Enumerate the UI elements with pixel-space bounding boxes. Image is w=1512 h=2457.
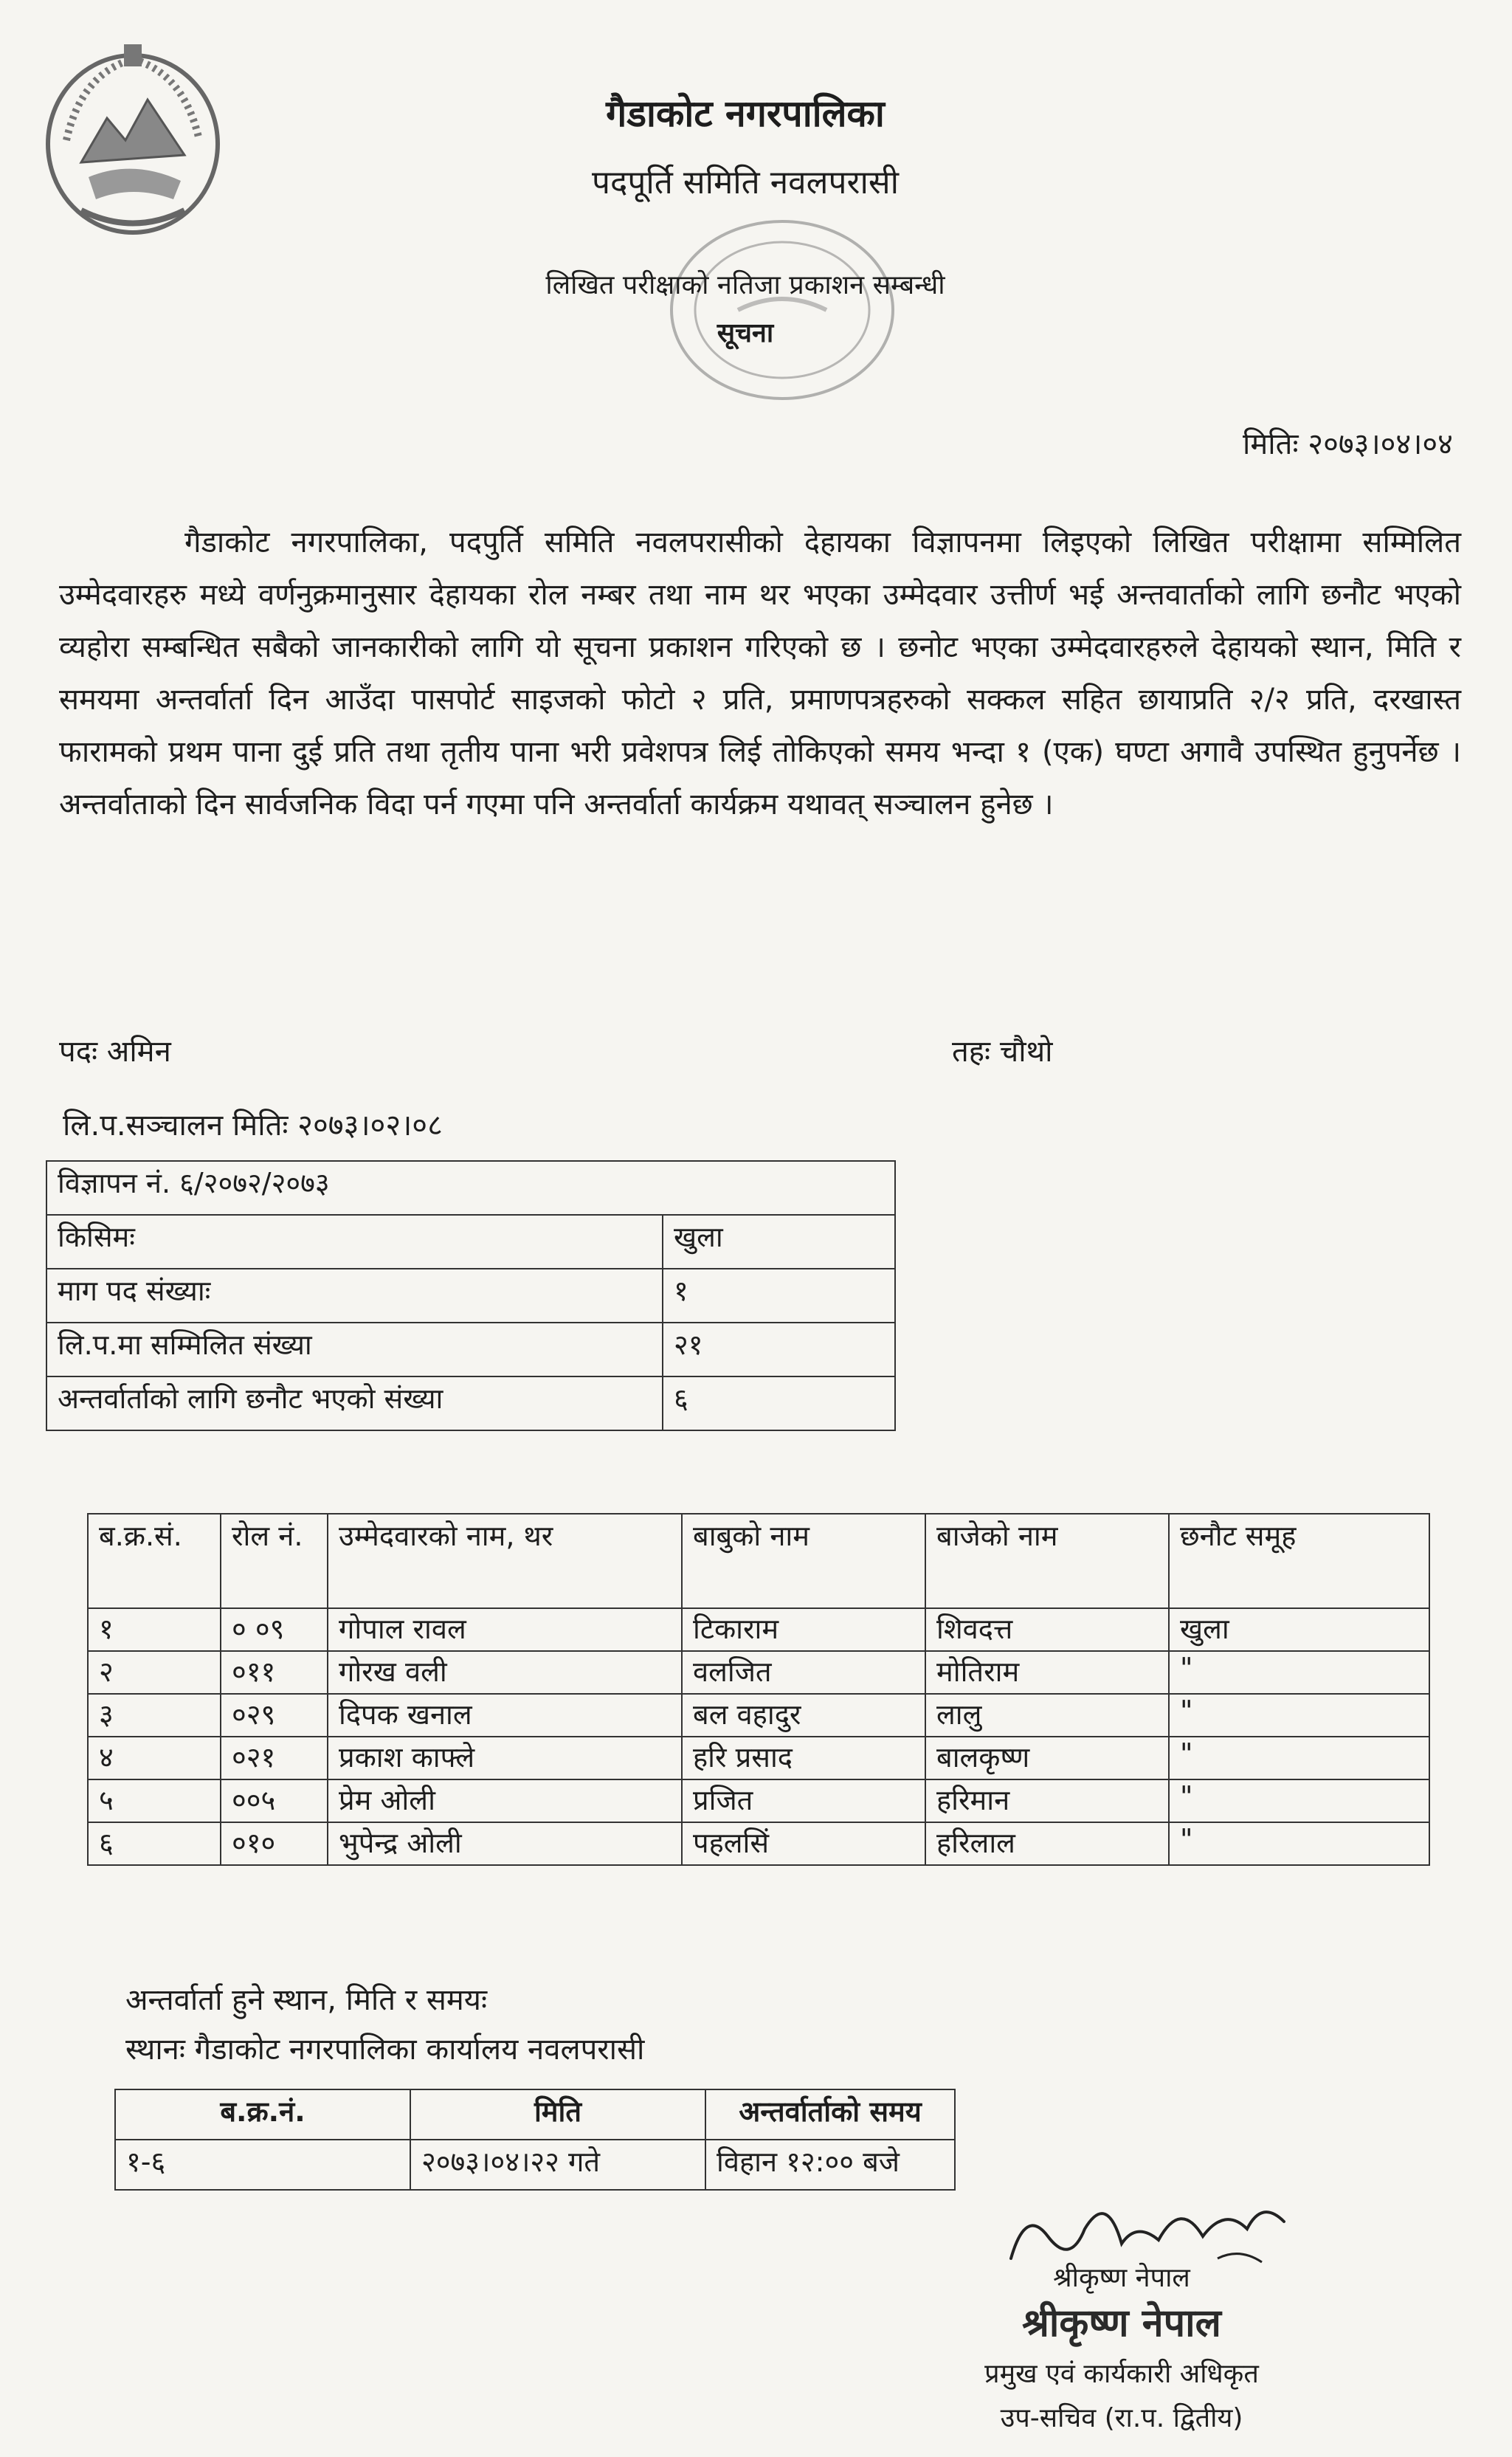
table-row: [46, 1376, 895, 1430]
name-cell: प्रकाश काफ्ले: [328, 1737, 682, 1779]
signatory-name: श्रीकृष्ण नेपाल: [1053, 2263, 1190, 2293]
time-cell: विहान १२:०० बजे: [705, 2140, 955, 2190]
notice-date: मितिः २०७३।०४।०४: [1243, 427, 1453, 461]
table-row: [46, 1269, 895, 1323]
info-label-cell: अन्तर्वार्ताको लागि छनौट भएको संख्या: [46, 1376, 663, 1430]
notice-body: गैडाकोट नगरपालिका, पदपुर्ति समिति नवलपरासीको देहायका विज्ञापनमा लिइएको लिखित परीक्षामा सम्मिलित उम्मेदवारहरु मध्ये वर्णनुक्रमानुसार देहायका रोल नम्बर तथा नाम थर भएका उम्मेदवार उत्तीर्ण भई अन्तवार्ताको लागि छनौट भएको व्यहोरा सम्बन्धित सबैको जानकारीको लागि यो सूचना प्रकाशन गरिएको छ । छनोट भएका उम्मेदवारहरुले देहायको स्थान, मिति र समयमा अन्तर्वार्ता दिन आउँदा पासपोर्ट साइजको फोटो २ प्रति, प्रमाणपत्रहरुको सक्कल सहित छायाप्रति २/२ प्रति, दरखास्त फारामको प्रथम पाना दुई प्रति तथा तृतीय पाना भरी प्रवेशपत्र लिई तोकिएको समय भन्दा १ (एक) घण्टा अगावै उपस्थित हुनुपर्नेछ । अन्तर्वाताको दिन सार्वजनिक विदा पर्न गएमा पनि अन्तर्वार्ता कार्यक्रम यथावत् सञ्चालन हुनेछ ।: [59, 525, 1461, 821]
grandfather-cell: शिवदत्त: [925, 1608, 1169, 1651]
roll-cell: ० ०९: [221, 1608, 328, 1651]
name-cell: प्रेम ओली: [328, 1779, 682, 1822]
venue-place: स्थानः गैडाकोट नगरपालिका कार्यालय नवलपरासी: [125, 2033, 645, 2067]
candidates-table: [87, 1513, 1430, 1866]
header-serial: ब.क्र.सं.: [88, 1514, 221, 1608]
father-cell: टिकाराम: [682, 1608, 925, 1651]
government-emblem-icon: [37, 30, 229, 251]
info-value-cell: २१: [663, 1323, 895, 1376]
table-row: [88, 1694, 1429, 1737]
table-row: [115, 2140, 955, 2190]
table-row: [88, 1608, 1429, 1651]
table-row: [88, 1779, 1429, 1822]
header-time: अन्तर्वार्ताको समय: [705, 2089, 955, 2140]
table-header-row: [88, 1514, 1429, 1608]
group-cell: ": [1169, 1737, 1429, 1779]
table-header-row: [115, 2089, 955, 2140]
name-cell: गोरख वली: [328, 1651, 682, 1694]
group-cell: ": [1169, 1779, 1429, 1822]
name-cell: गोपाल रावल: [328, 1608, 682, 1651]
header-roll: रोल नं.: [221, 1514, 328, 1608]
group-cell: ": [1169, 1822, 1429, 1865]
table-row: [88, 1651, 1429, 1694]
info-value-cell: ६: [663, 1376, 895, 1430]
date-cell: २०७३।०४।२२ गते: [410, 2140, 705, 2190]
interview-schedule-table: [114, 2089, 956, 2191]
serial-cell: २: [88, 1651, 221, 1694]
grandfather-cell: हरिमान: [925, 1779, 1169, 1822]
name-cell: दिपक खनाल: [328, 1694, 682, 1737]
notice-heading: सूचना: [717, 318, 774, 348]
father-cell: हरि प्रसाद: [682, 1737, 925, 1779]
vacancy-info-table: [46, 1160, 896, 1431]
exam-date-label: लि.प.सञ्चालन मितिः २०७३।०२।०८: [63, 1109, 443, 1143]
office-stamp-icon: [649, 199, 915, 421]
table-row: [88, 1822, 1429, 1865]
grandfather-cell: लालु: [925, 1694, 1169, 1737]
group-cell: खुला: [1169, 1608, 1429, 1651]
info-label-cell: किसिमः: [46, 1215, 663, 1269]
info-value-cell: खुला: [663, 1215, 895, 1269]
roll-cell: ०११: [221, 1651, 328, 1694]
header-group: छनौट समूह: [1169, 1514, 1429, 1608]
father-cell: प्रजित: [682, 1779, 925, 1822]
serial-cell: १-६: [115, 2140, 410, 2190]
info-label-cell: लि.प.मा सम्मिलित संख्या: [46, 1323, 663, 1376]
table-row: [46, 1323, 895, 1376]
info-value-cell: १: [663, 1269, 895, 1323]
signatory-rank: उप-सचिव (रा.प. द्वितीय): [1000, 2403, 1243, 2433]
signatory-title: प्रमुख एवं कार्यकारी अधिकृत: [984, 2359, 1259, 2389]
father-cell: पहलसिं: [682, 1822, 925, 1865]
header-grandfather: बाजेको नाम: [925, 1514, 1169, 1608]
group-cell: ": [1169, 1694, 1429, 1737]
table-row: [46, 1215, 895, 1269]
header-name: उम्मेदवारको नाम, थर: [328, 1514, 682, 1608]
grandfather-cell: हरिलाल: [925, 1822, 1169, 1865]
header-serial: ब.क्र.नं.: [115, 2089, 410, 2140]
committee-name: पदपूर्ति समिति नवलपरासी: [592, 164, 899, 201]
father-cell: बल वहादुर: [682, 1694, 925, 1737]
level-label: तहः चौथो: [952, 1035, 1053, 1069]
ad-number-cell: विज्ञापन नं. ६/२०७२/२०७३: [46, 1161, 895, 1215]
header-date: मिति: [410, 2089, 705, 2140]
grandfather-cell: मोतिराम: [925, 1651, 1169, 1694]
serial-cell: ५: [88, 1779, 221, 1822]
father-cell: वलजित: [682, 1651, 925, 1694]
table-row: [46, 1161, 895, 1215]
table-row: [88, 1737, 1429, 1779]
post-label: पदः अमिन: [59, 1035, 171, 1069]
roll-cell: ०२१: [221, 1737, 328, 1779]
name-cell: भुपेन्द्र ओली: [328, 1822, 682, 1865]
serial-cell: ३: [88, 1694, 221, 1737]
serial-cell: १: [88, 1608, 221, 1651]
grandfather-cell: बालकृष्ण: [925, 1737, 1169, 1779]
serial-cell: ६: [88, 1822, 221, 1865]
organization-name: गैडाकोट नगरपालिका: [606, 92, 885, 135]
header-father: बाबुको नाम: [682, 1514, 925, 1608]
roll-cell: ०१०: [221, 1822, 328, 1865]
roll-cell: ०२९: [221, 1694, 328, 1737]
roll-cell: ००५: [221, 1779, 328, 1822]
signatory-name-stamp: श्रीकृष्ण नेपाल: [1022, 2301, 1221, 2346]
info-label-cell: माग पद संख्याः: [46, 1269, 663, 1323]
venue-intro: अन्तर्वार्ता हुने स्थान, मिति र समयः: [125, 1983, 488, 2017]
serial-cell: ४: [88, 1737, 221, 1779]
notice-subject: लिखित परीक्षाको नतिजा प्रकाशन सम्बन्धी: [545, 270, 945, 300]
group-cell: ": [1169, 1651, 1429, 1694]
